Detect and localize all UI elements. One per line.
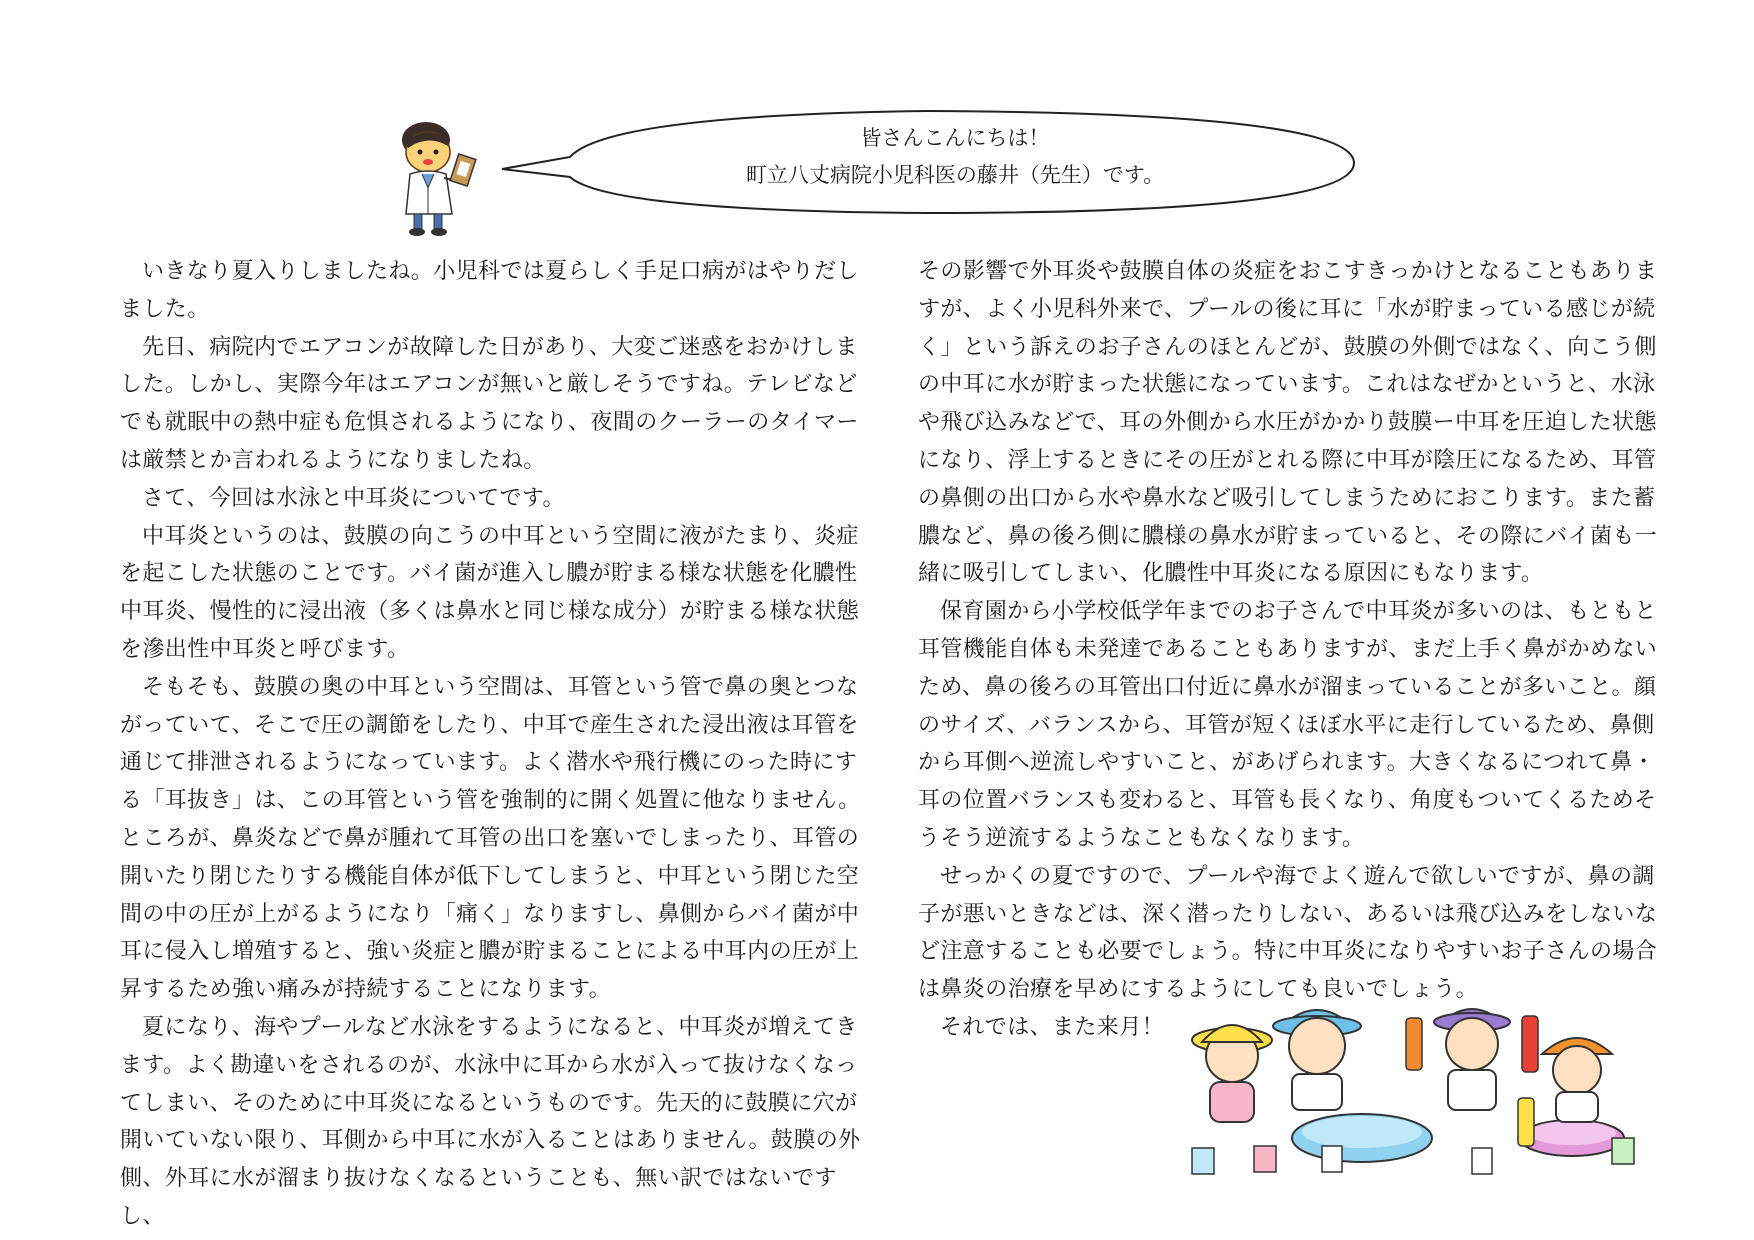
right-column	[918, 253, 1673, 1047]
doctor-illustration	[392, 118, 502, 240]
paragraph: 保育園から小学校低学年までのお子さんで中耳炎が多いのは、もともと耳管機能自体も未発達であることもありますが、まだ上手く鼻がかめないため、鼻の後ろの耳管出口付近に鼻水が溜まっていることが多いこと。顔のサイズ、バランスから、耳管が短くほぼ水平に走行しているため、鼻側から耳側へ逆流しやすいこと、があげられます。大きくなるにつれて鼻・耳の位置バランスも変わると、耳管も長くなり、角度もついてくるためそうそう逆流するようなこともなくなります。	[918, 599, 1658, 851]
greeting-line-1: 皆さんこんにちは！	[860, 126, 1050, 150]
paragraph: せっかくの夏ですので、プールや海でよく遊んで欲しいですが、鼻の調子が悪いときなどは、深く潜ったりしない、あるいは飛び込みをしないなど注意することも必要でしょう。特に中耳炎になりやすいお子さんの場合は鼻炎の治療を早めにするようにしても良いでしょう。	[918, 863, 1658, 1003]
paragraph: そもそも、鼓膜の奥の中耳という空間は、耳管という管で鼻の奥とつながっていて、そこで圧の調節をしたり、中耳で産生された浸出液は耳管を通じて排泄されるようになっています。よく潜水や飛行機にのった時にする「耳抜き」は、この耳管という管を強制的に開く処置に他なりません。ところが、鼻炎などで鼻が腫れて耳管の出口を塞いでしまったり、耳管の開いたり閉じたりする機能自体が低下してしまうと、中耳という閉じた空間の中の圧が上がるようになり「痛く」なりますし、鼻側からバイ菌が中耳に侵入し増殖すると、強い炎症と膿が貯まることによる中耳内の圧が上昇するため強い痛みが持続することになります。	[120, 674, 861, 1003]
greeting-text	[560, 120, 1350, 194]
paragraph: 夏になり、海やプールなど水泳をするようになると、中耳炎が増えてきます。よく勘違いをされるのが、水泳中に耳から水が入って抜けなくなってしまい、そのために中耳炎になるというものです。先天的に鼓膜に穴が開いていない限り、耳側から中耳に水が入ることはありません。鼓膜の外側、外耳に水が溜まり抜けなくなるということも、無い訳ではないですし、	[120, 1014, 861, 1229]
left-column	[120, 253, 875, 1236]
greeting-line-2: 町立八丈病院小児科医の藤井（先生）です。	[745, 163, 1165, 187]
kids-playing-illustration	[1172, 998, 1662, 1183]
paragraph: 先日、病院内でエアコンが故障した日があり、大変ご迷惑をおかけしました。しかし、実際今年はエアコンが無いと厳しそうですね。テレビなどでも就眠中の熱中症も危惧されるようになり、夜間のクーラーのタイマーは厳禁とか言われるようになりましたね。	[120, 334, 859, 473]
paragraph: 中耳炎というのは、鼓膜の向こうの中耳という空間に液がたまり、炎症を起こした状態のことです。バイ菌が進入し膿が貯まる様な状態を化膿性中耳炎、慢性的に浸出液（多くは鼻水と同じ様な成分）が貯まる様な状態を滲出性中耳炎と呼びます。	[120, 523, 860, 662]
paragraph: さて、今回は水泳と中耳炎についてです。	[142, 485, 565, 511]
paragraph: いきなり夏入りしましたね。小児科では夏らしく手足口病がはやりだしました。	[120, 259, 859, 322]
paragraph-continuation: その影響で外耳炎や鼓膜自体の炎症をおこすきっかけとなることもありますが、よく小児科外来で、プールの後に耳に「水が貯まっている感じが続く」という訴えのお子さんのほとんどが、鼓膜の外側ではなく、向こう側の中耳に水が貯まった状態になっています。これはなぜかというと、水泳や飛び込みなどで、耳の外側から水圧がかかり鼓膜ー中耳を圧迫した状態になり、浮上するときにその圧がとれる際に中耳が陰圧になるため、耳管の鼻側の出口から水や鼻水など吸引してしまうためにおこります。また蓄膿など、鼻の後ろ側に膿様の鼻水が貯まっていると、その際にバイ菌も一緒に吸引してしまい、化膿性中耳炎になる原因にもなります。	[918, 259, 1658, 587]
closing-line: それでは、また来月！	[940, 1014, 1165, 1040]
